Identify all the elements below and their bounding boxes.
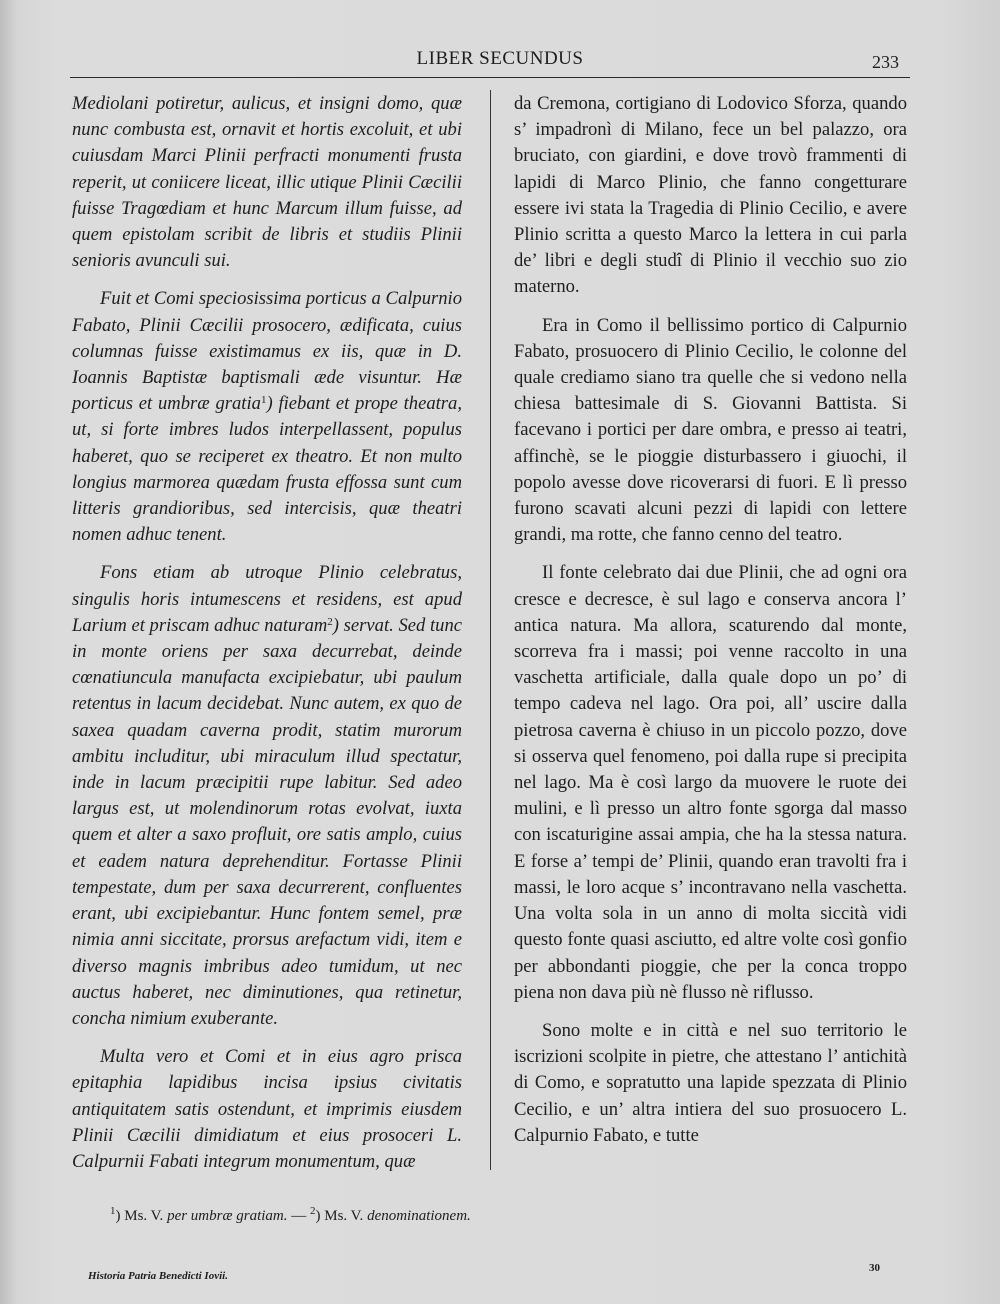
footnote-ref-2: 2 [327,615,333,628]
italian-paragraph-4: Sono molte e in città e nel suo territorio le iscrizioni scolpite in pietre, che attestano l’ antichità di Como, e sopratutto una lapide spezzata di Plinio Cecilio, e un’ altra intiera del suo prosuocero L. Calpurnio Fabato, e tutte [514,1019,907,1146]
latin-paragraph-3-text-a: Fons etiam ab utroque Plinio celebratus, singulis horis intumescens et residens, est apud Larium et priscam adhuc naturam [72,562,462,636]
footnote-1-text: per umbræ gratiam. [167,1208,288,1224]
footnote-2-text: denominationem. [367,1208,471,1224]
page-number: 233 [872,52,899,72]
footnotes [110,1205,810,1225]
latin-paragraph-2-text-b: ) fiebant et prope theatra, ut, si forte imbres ludos interpellassent, populus haberet, quo se reciperet ex theatro. Et non multo longius marmorea quædam frusta effossa sunt cum litteris grandioribus, sed intercisis, quæ theatri nomen adhuc tenent. [72,393,462,546]
latin-paragraph-3 [72,560,462,1032]
signature-mark: 30 [869,1262,880,1274]
footnote-separator: — [291,1208,307,1224]
running-title: LIBER SECUNDUS [416,48,584,69]
latin-paragraph-3-text-b: ) servat. Sed tunc in monte oriens per saxa decurrebat, deinde cœnatiuncula manufacta excipiebatur, ubi paulum retentus in lacum decidebat. Nunc autem, ex quo de saxea quadam caverna prodit, statim murorum ambitu includitur, ubi miraculum illud spectatur, inde in lacum præcipitii rupe labitur. Sed adeo largus est, ut molendinorum rotas evolvat, iuxta quem et alter a saxo profluit, ore satis amplo, cuius et eadem natura deprehenditur. Fortasse Plinii tempestate, dum per saxa decurrerent, confluentes erant, ubi excipiebantur. Hunc fontem semel, præ nimia anni siccitate, prorsus arefactum vidi, item e diverso magnis imbribus adeo tumidum, ut nec auctus haberet, nec diminutiones, qua retinetur, concha nimium exuberante. [72,614,462,1029]
latin-paragraph-1: Mediolani potiretur, aulicus, et insigni domo, quæ nunc combusta est, ornavit et hortis excoluit, et ubi cuiusdam Marci Plinii perfracti monumenti frusta reperit, ut coniicere liceat, illic utique Plinii Cæcilii fuisse Tragœdiam et hunc Marcum illum fuisse, ad quem epistolam scribit de libris et studiis Plinii senioris avunculi sui. [72,93,462,272]
italian-paragraph-1: da Cremona, cortigiano di Lodovico Sforza, quando s’ impadronì di Milano, fece un bel palazzo, ora bruciato, con giardini, e dove trovò frammenti di lapidi di Marco Plinio, che fanno congetturare essere ivi stata la Tragedia di Plinio Cecilio, e avere Plinio scritta a questo Marco la lettera in cui parla de’ libri e degli studî di Plinio il vecchio suo zio materno. [514,93,907,298]
column-divider [490,90,491,1170]
italian-column [514,91,907,1149]
latin-paragraph-2-text-a: Fuit et Comi speciosissima porticus a Calpurnio Fabato, Plinii Cæcilii prosocero, ædificata, cuius columnas fuisse existimamus ex iis, quæ in D. Ioannis Baptistæ baptismali æde visuntur. Hæ porticus et umbræ gratia [72,288,462,415]
italian-paragraph-3: Il fonte celebrato dai due Plinii, che ad ogni ora cresce e decresce, è sul lago e conserva ancora l’ antica natura. Ma allora, scaturendo dal monte, scorreva fra i massi; poi venne raccolto in una vaschetta artificiale, dalla quale dopo un po’ di tempo cadeva nel lago. Ora poi, all’ uscire dalla pietrosa caverna è chiuso in un piccolo pozzo, dove si osserva quel fenomeno, poi dalla rupe si precipita nel lago. Ma è così largo da muovere le ruote dei mulini, e lì presso un altro fonte sgorga dal masso con iscaturigine assai ampia, che ha la stessa natura. E forse a’ tempi de’ Plinii, quando eran travolti fra i massi, le loro acque s’ incontravano nella vaschetta. Una volta sola in un anno di molta siccità vidi questo fonte quasi asciutto, ed altre volte così gonfio per abbondanti pioggie, che per la conca troppo piena non dava più nè flusso nè riflusso. [514,562,907,1003]
signature-title: Historia Patria Benedicti Iovii. [88,1270,228,1282]
footnote-1-mark: 1 [110,1205,116,1217]
footnote-2-mark: 2 [310,1205,316,1217]
footnote-1-prefix: ) Ms. V. [115,1208,164,1224]
latin-column [72,91,462,1175]
italian-paragraph-2: Era in Como il bellissimo portico di Calpurnio Fabato, prosuocero di Plinio Cecilio, le colonne del quale crediamo siano tra quelle che si vedono nella chiesa battesimale di S. Giovanni Battista. Si facevano i portici per dare ombra, e presso ai teatri, affinchè, se le pioggie disturbassero i giuochi, il popolo avesse dove ricoverarsi di fuori. E lì presso furono scavati alcuni pezzi di lapidi con lettere grandi, ma rotte, che fanno cenno del teatro. [514,314,907,546]
latin-paragraph-4: Multa vero et Comi et in eius agro prisca epitaphia lapidibus incisa ipsius civitatis antiquitatem satis ostendunt, et imprimis eiusdem Plinii Cæcilii dimidiatum et eius prosoceri L. Calpurnii Fabati integrum monumentum, quæ [72,1046,462,1172]
footnote-2-prefix: ) Ms. V. [315,1208,364,1224]
running-head [0,44,1000,74]
latin-paragraph-2 [72,286,462,548]
footnote-ref-1: 1 [260,394,267,407]
header-rule [70,77,910,78]
